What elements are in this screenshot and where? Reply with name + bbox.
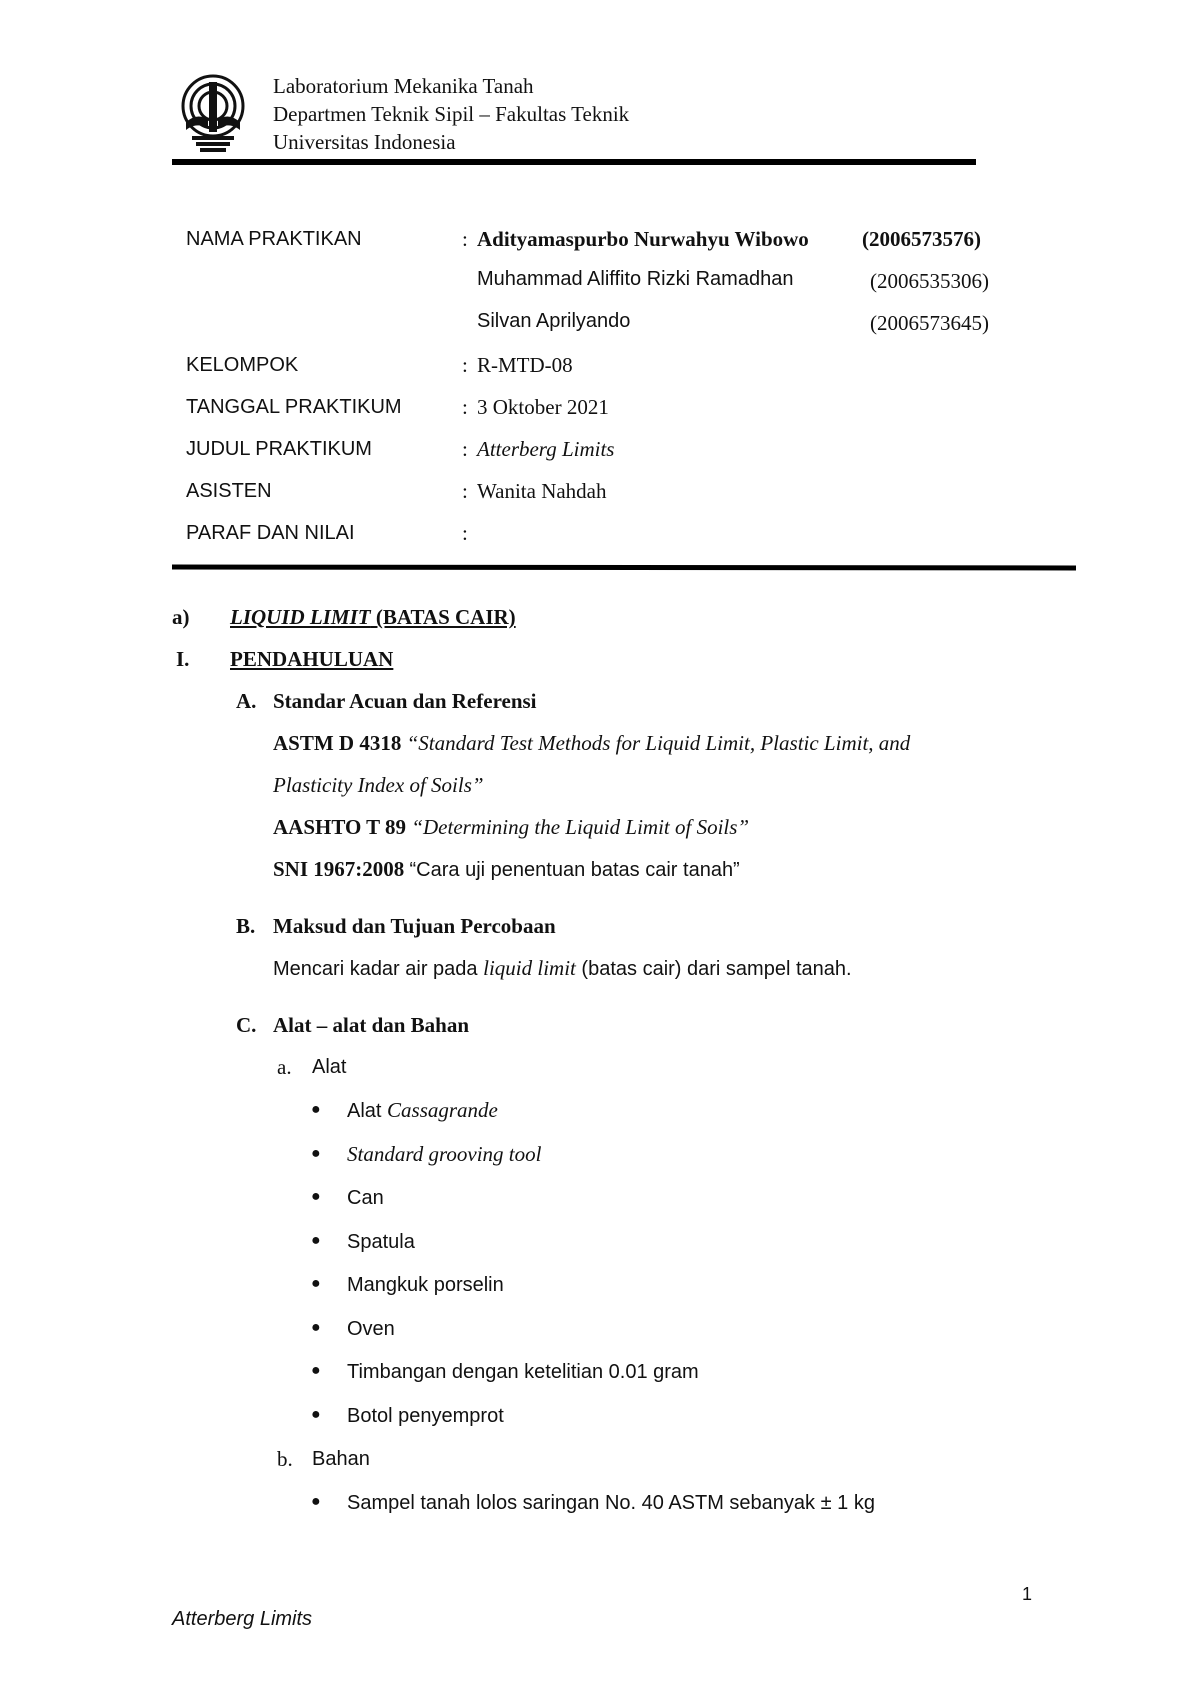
list-item: Botol penyemprot bbox=[347, 1404, 504, 1427]
asisten-label: ASISTEN bbox=[186, 480, 272, 502]
bullet-icon: ● bbox=[311, 1362, 321, 1379]
member-name-2: Muhammad Aliffito Rizki Ramadhan bbox=[477, 268, 794, 290]
section-a-marker: a) bbox=[172, 605, 190, 629]
footer-title: Atterberg Limits bbox=[172, 1608, 313, 1630]
paraf-label: PARAF DAN NILAI bbox=[186, 522, 355, 544]
list-item: Can bbox=[347, 1187, 384, 1209]
judul-value: Atterberg Limits bbox=[477, 437, 615, 461]
list-item: Oven bbox=[347, 1317, 395, 1340]
asisten-colon: : bbox=[462, 479, 468, 503]
sub-a-title: Standar Acuan dan Referensi bbox=[273, 689, 537, 713]
bullet-icon: ● bbox=[311, 1318, 321, 1336]
list-item: Alat Cassagrande bbox=[347, 1098, 498, 1122]
alat-title: Alat bbox=[312, 1056, 347, 1078]
member-nim-3: (2006573645) bbox=[870, 311, 989, 335]
sub-c-marker: C. bbox=[236, 1013, 257, 1037]
bullet-icon: ● bbox=[311, 1275, 321, 1292]
section-a-title: LIQUID LIMIT (BATAS CAIR) bbox=[230, 605, 516, 629]
sub-b-text: Mencari kadar air pada liquid limit (batas cair) dari sampel tanah. bbox=[273, 956, 852, 980]
reference-sni: SNI 1967:2008 “Cara uji penentuan batas cair tanah” bbox=[273, 857, 740, 881]
kelompok-colon: : bbox=[462, 353, 468, 377]
alat-marker: a. bbox=[277, 1055, 292, 1079]
bullet-icon: ● bbox=[311, 1231, 321, 1249]
kelompok-value: R-MTD-08 bbox=[477, 353, 573, 377]
asisten-value: Wanita Nahdah bbox=[477, 479, 607, 503]
list-item: Sampel tanah lolos saringan No. 40 ASTM sebanyak ± 1 kg bbox=[347, 1492, 875, 1514]
member-name-1: Adityamaspurbo Nurwahyu Wibowo bbox=[477, 227, 809, 251]
nama-colon: : bbox=[462, 227, 468, 251]
tanggal-colon: : bbox=[462, 395, 468, 419]
tanggal-label: TANGGAL PRAKTIKUM bbox=[186, 396, 402, 418]
list-item: Spatula bbox=[347, 1230, 415, 1253]
bullet-icon: ● bbox=[311, 1493, 321, 1510]
reference-aashto: AASHTO T 89 “Determining the Liquid Limit of Soils” bbox=[273, 815, 750, 839]
bullet-icon: ● bbox=[311, 1188, 321, 1205]
member-nim-1: (2006573576) bbox=[862, 227, 981, 251]
bullet-icon: ● bbox=[311, 1405, 321, 1423]
bahan-title: Bahan bbox=[312, 1448, 370, 1470]
sub-b-marker: B. bbox=[236, 914, 256, 938]
list-item: Mangkuk porselin bbox=[347, 1274, 504, 1296]
member-name-3: Silvan Aprilyando bbox=[477, 310, 631, 332]
list-item: Timbangan dengan ketelitian 0.01 gram bbox=[347, 1361, 699, 1383]
header-department: Departmen Teknik Sipil – Fakultas Teknik bbox=[273, 102, 630, 126]
kelompok-label: KELOMPOK bbox=[186, 354, 299, 376]
reference-astm: ASTM D 4318 “Standard Test Methods for Liquid Limit, Plastic Limit, and bbox=[273, 731, 911, 755]
list-item: Standard grooving tool bbox=[347, 1141, 542, 1166]
nama-praktikan-label: NAMA PRAKTIKAN bbox=[186, 228, 362, 250]
judul-label: JUDUL PRAKTIKUM bbox=[186, 438, 372, 460]
reference-astm-cont: Plasticity Index of Soils” bbox=[273, 773, 484, 797]
tanggal-value: 3 Oktober 2021 bbox=[477, 395, 609, 419]
header-university: Universitas Indonesia bbox=[273, 130, 456, 154]
section-1-marker: I. bbox=[176, 647, 190, 671]
bahan-marker: b. bbox=[277, 1447, 293, 1471]
header-rule bbox=[172, 159, 976, 165]
page-number: 1 bbox=[1022, 1584, 1033, 1604]
bullet-icon: ● bbox=[311, 1101, 321, 1118]
sub-b-title: Maksud dan Tujuan Percobaan bbox=[273, 914, 556, 938]
member-nim-2: (2006535306) bbox=[870, 269, 989, 293]
info-rule bbox=[172, 565, 1076, 571]
university-logo bbox=[178, 72, 248, 154]
sub-a-marker: A. bbox=[236, 689, 257, 713]
sub-c-title: Alat – alat dan Bahan bbox=[273, 1013, 470, 1037]
header-lab-name: Laboratorium Mekanika Tanah bbox=[273, 74, 534, 98]
paraf-colon: : bbox=[462, 521, 468, 545]
bullet-icon: ● bbox=[311, 1144, 321, 1162]
section-1-title: PENDAHULUAN bbox=[230, 647, 394, 671]
judul-colon: : bbox=[462, 437, 468, 461]
